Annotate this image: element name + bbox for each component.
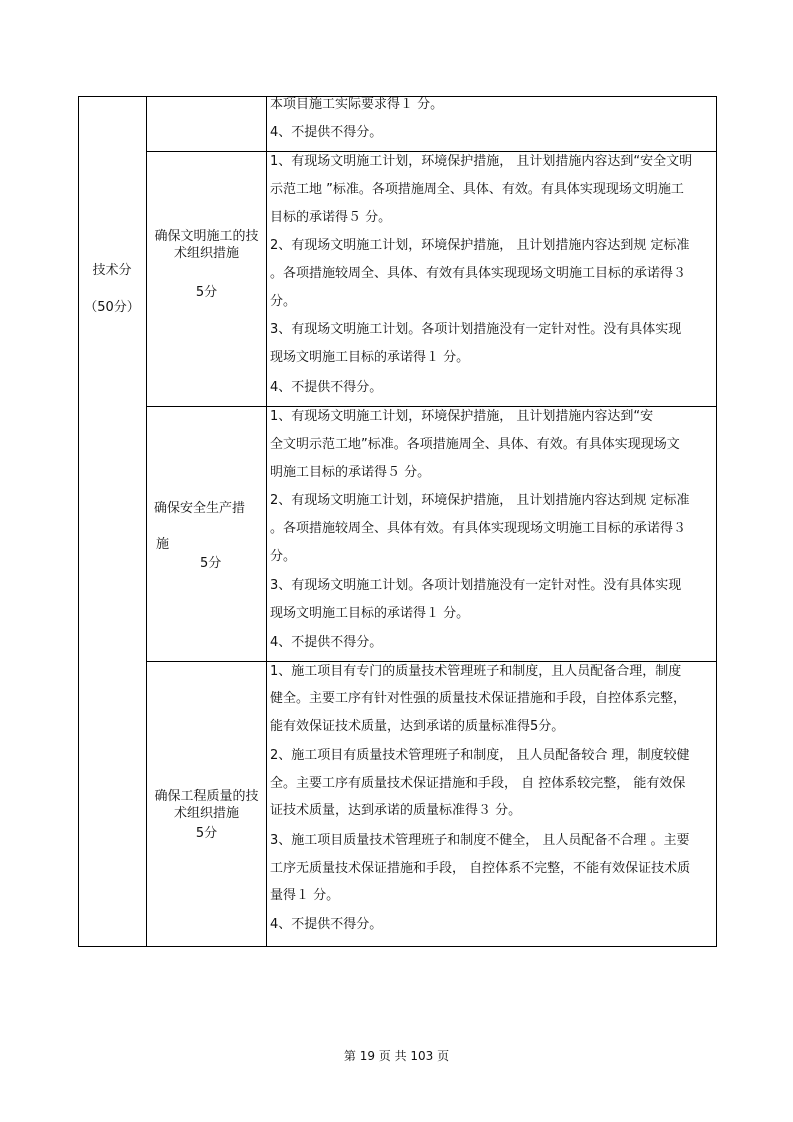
page-number: 第 19 页 共 103 页 (343, 1049, 450, 1063)
section-title: 确保安全生产措 (154, 501, 246, 516)
section-title: 术组织措施 (173, 246, 239, 261)
criteria-line: 2、有现场文明施工计划，环境保护措施， 且计划措施内容达到规 定标准 (270, 238, 690, 253)
criteria-line: 3、有现场文明施工计划。各项计划措施没有一定针对性。没有具体实现 (270, 578, 682, 593)
criteria-line: 本项目施工实际要求得１ 分。 (270, 97, 444, 112)
criteria-line: 分。 (270, 294, 297, 309)
criteria-line: 工序无质量技术保证措施和手段， 自控体系不完整，不能有效保证技术质 (270, 861, 691, 876)
table-border-left (78, 96, 79, 947)
criteria-line: 。各项措施较周全、具体、有效有具体实现现场文明施工目标的承诺得３ (270, 266, 687, 281)
criteria-line: 明施工目标的承诺得５ 分。 (270, 465, 431, 480)
criteria-line: 3、施工项目质量技术管理班子和制度不健全， 且人员配备不合理 。主要 (270, 833, 690, 848)
criteria-line: 能有效保证技术质量，达到承诺的质量标准得5分。 (270, 719, 565, 734)
row-divider (146, 661, 717, 662)
criteria-line: 分。 (270, 549, 297, 564)
section-score: 5分 (195, 285, 218, 300)
table-border-right (716, 96, 717, 947)
criteria-line: 全。主要工序有质量技术保证措施和手段， 自 控体系较完整， 能有效保 (270, 776, 686, 791)
criteria-line: 现场文明施工目标的承诺得１ 分。 (270, 350, 470, 365)
section-title: 确保文明施工的技 (154, 229, 259, 244)
criteria-line: 4、不提供不得分。 (270, 380, 383, 395)
criteria-line: 健全。主要工序有针对性强的质量技术保证措施和手段，自控体系完整， (270, 691, 687, 706)
section-score: 5分 (195, 826, 218, 841)
section-title: 术组织措施 (173, 806, 239, 821)
criteria-line: 1、有现场文明施工计划，环境保护措施， 且计划措施内容达到“安 (270, 409, 654, 424)
criteria-line: 现场文明施工目标的承诺得１ 分。 (270, 606, 470, 621)
category-points: （50分） (84, 300, 140, 315)
category-name: 技术分 (92, 263, 132, 278)
criteria-line: 量得１ 分。 (270, 888, 340, 903)
table-border-bottom (78, 946, 717, 947)
section-title: 确保工程质量的技 (154, 789, 259, 804)
criteria-line: 1、有现场文明施工计划，环境保护措施， 且计划措施内容达到“安全文明 (270, 154, 693, 169)
criteria-line: 2、有现场文明施工计划，环境保护措施， 且计划措施内容达到规 定标准 (270, 493, 690, 508)
criteria-line: 证技术质量，达到承诺的质量标准得３ 分。 (270, 803, 522, 818)
criteria-line: 。各项措施较周全、具体有效。有具体实现现场文明施工目标的承诺得３ (270, 521, 687, 536)
criteria-line: 示范工地 ”标准。各项措施周全、具体、有效。有具体实现现场文明施工 (270, 182, 684, 197)
criteria-line: 目标的承诺得５ 分。 (270, 210, 392, 225)
criteria-line: 4、不提供不得分。 (270, 125, 383, 140)
criteria-line: 2、施工项目有质量技术管理班子和制度， 且人员配备较合 理，制度较健 (270, 748, 690, 763)
section-title: 施 (156, 537, 170, 552)
column-divider (266, 96, 267, 947)
criteria-line: 全文明示范工地”标准。各项措施周全、具体、有效。有具体实现现场文 (270, 437, 680, 452)
section-score: 5分 (200, 556, 222, 571)
row-divider (146, 151, 717, 152)
row-divider (146, 406, 717, 407)
criteria-line: 1、施工项目有专门的质量技术管理班子和制度，且人员配备合理，制度 (270, 664, 682, 679)
criteria-line: 4、不提供不得分。 (270, 635, 383, 650)
criteria-line: 4、不提供不得分。 (270, 917, 383, 932)
criteria-line: 3、有现场文明施工计划。各项计划措施没有一定针对性。没有具体实现 (270, 322, 682, 337)
